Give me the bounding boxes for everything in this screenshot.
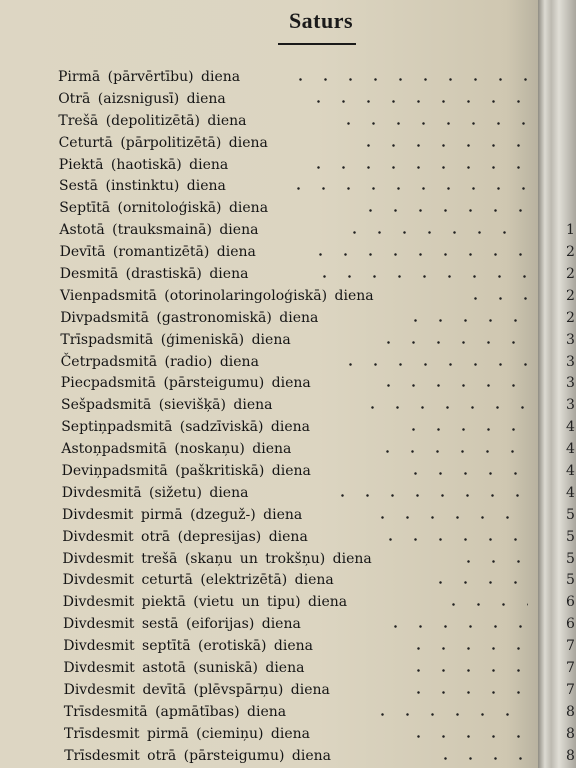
dot-leader xyxy=(406,647,528,650)
toc-entry-title: Divdesmit otrā (depresijas) diena xyxy=(62,528,308,545)
toc-entry-title: Trīsdesmitā (apmātības) diena xyxy=(63,703,287,720)
toc-entry-title: Deviņpadsmitā (paškritiskā) diena xyxy=(61,463,311,480)
dot-leader xyxy=(403,472,528,475)
toc-entry-title: Sestā (instinktu) diena xyxy=(59,178,226,195)
toc-entry[interactable] xyxy=(58,198,576,220)
toc-page-number: 6 xyxy=(566,594,575,611)
toc-entry[interactable] xyxy=(58,680,576,702)
toc-entry[interactable] xyxy=(58,592,576,614)
toc-page-number: 2 xyxy=(566,266,575,283)
toc-entry-title: Divdesmit sestā (eiforijas) diena xyxy=(63,616,301,633)
toc-entry[interactable] xyxy=(58,155,576,177)
toc-entry-title: Piektā (haotiskā) diena xyxy=(58,156,229,173)
toc-page-number: 4 xyxy=(566,463,575,480)
toc-entry-title: Divdesmit trešā (skaņu un trokšņu) diena xyxy=(62,550,372,567)
dot-leader xyxy=(376,384,528,387)
toc-page-number: 2 xyxy=(566,244,575,261)
toc-entry-title: Septītā (ornitoloģiskā) diena xyxy=(59,200,269,217)
toc-page-number: 7 xyxy=(566,660,575,677)
toc-entry-title: Divdesmit astotā (suniskā) diena xyxy=(63,660,305,677)
dot-leader xyxy=(403,319,528,322)
dot-leader xyxy=(370,713,528,716)
toc-entry-title: Ceturtā (pārpolitizētā) diena xyxy=(58,134,268,151)
dot-leader xyxy=(406,669,528,672)
toc-entry[interactable] xyxy=(58,505,576,527)
toc-entry-title: Divdesmit piektā (vietu un tipu) diena xyxy=(62,594,348,611)
toc-entry[interactable] xyxy=(58,395,576,417)
toc-entry[interactable] xyxy=(58,549,576,571)
toc-entry[interactable] xyxy=(58,724,576,746)
dot-leader xyxy=(338,363,528,366)
toc-entry[interactable] xyxy=(58,636,576,658)
toc-page-number: 4 xyxy=(566,484,575,501)
toc-entry[interactable] xyxy=(58,176,576,198)
toc-entry-title: Trešā (depolitizētā) diena xyxy=(58,112,247,129)
toc-page-number: 8 xyxy=(566,747,575,764)
toc-entry[interactable] xyxy=(58,373,576,395)
dot-leader xyxy=(308,253,528,256)
toc-page-number: 5 xyxy=(566,550,575,567)
dot-leader xyxy=(456,560,528,563)
dot-leader xyxy=(360,406,528,409)
toc-entry[interactable] xyxy=(58,746,576,768)
dot-leader xyxy=(342,231,528,234)
toc-page-number: 3 xyxy=(566,331,575,348)
dot-leader xyxy=(401,428,528,431)
toc-entry[interactable] xyxy=(58,352,576,374)
toc-entry-title: Divdesmit devītā (plēvspārņu) diena xyxy=(63,681,330,698)
toc-page-number: 1 xyxy=(566,222,575,239)
dot-leader xyxy=(375,450,528,453)
toc-page-number: 7 xyxy=(566,638,575,655)
toc-entry-title: Divdesmit septītā (erotiskā) diena xyxy=(63,638,314,655)
toc-page-number: 3 xyxy=(566,353,575,370)
dot-leader xyxy=(406,691,528,694)
dot-leader xyxy=(441,603,528,606)
contents-heading: Saturs xyxy=(288,8,354,33)
toc-entry-title: Otrā (aizsnigusī) diena xyxy=(58,90,226,107)
toc-page-number: 5 xyxy=(566,572,575,589)
toc-page-number: 5 xyxy=(566,506,575,523)
dot-leader xyxy=(433,757,528,760)
toc-page-number: 7 xyxy=(566,681,575,698)
toc-page-number: 8 xyxy=(566,725,575,742)
toc-entry-title: Divdesmit ceturtā (elektrizētā) diena xyxy=(62,572,334,589)
toc-entry[interactable] xyxy=(58,570,576,592)
dot-leader xyxy=(428,581,528,584)
toc-entry[interactable] xyxy=(58,614,576,636)
toc-entry[interactable] xyxy=(58,286,576,308)
toc-entry[interactable] xyxy=(58,308,576,330)
toc-entry-title: Sešpadsmitā (sievišķā) diena xyxy=(61,397,273,414)
toc-entry-title: Divdesmitā (sižetu) diena xyxy=(61,484,249,501)
toc-entry-title: Devītā (romantizētā) diena xyxy=(59,244,256,261)
toc-entry-title: Četrpadsmitā (radio) diena xyxy=(60,353,259,370)
toc-entry-title: Astoņpadsmitā (noskaņu) diena xyxy=(61,441,292,458)
toc-page-number: 2 xyxy=(566,309,575,326)
dot-leader xyxy=(306,166,528,169)
dot-leader xyxy=(312,275,528,278)
toc-entry[interactable] xyxy=(58,417,576,439)
toc-entry[interactable] xyxy=(58,527,576,549)
table-of-contents xyxy=(58,67,576,768)
dot-leader xyxy=(288,78,528,81)
toc-entry-title: Trīspadsmitā (ģimeniskā) diena xyxy=(60,331,291,348)
dot-leader xyxy=(358,209,528,212)
toc-entry[interactable] xyxy=(58,67,576,89)
toc-entry[interactable] xyxy=(58,439,576,461)
toc-entry[interactable] xyxy=(58,111,576,133)
dot-leader xyxy=(406,735,528,738)
toc-page-number: 5 xyxy=(566,528,575,545)
dot-leader xyxy=(306,100,528,103)
toc-entry-title: Trīsdesmit pirmā (ciemiņu) diena xyxy=(64,725,311,742)
toc-entry[interactable] xyxy=(58,264,576,286)
toc-page-number: 8 xyxy=(566,703,575,720)
toc-entry[interactable] xyxy=(58,461,576,483)
toc-page-number: 4 xyxy=(566,419,575,436)
toc-entry-title: Desmitā (drastiskā) diena xyxy=(59,266,249,283)
dot-leader xyxy=(286,187,528,190)
toc-entry[interactable] xyxy=(58,483,576,505)
toc-page-number: 3 xyxy=(566,375,575,392)
dot-leader xyxy=(376,341,528,344)
toc-page-number: 3 xyxy=(566,397,575,414)
toc-page-number: 2 xyxy=(566,287,575,304)
toc-entry-title: Divpadsmitā (gastronomiskā) diena xyxy=(60,309,319,326)
toc-entry[interactable] xyxy=(58,89,576,111)
toc-entry-title: Astotā (trauksmainā) diena xyxy=(59,222,259,239)
toc-entry[interactable] xyxy=(58,133,576,155)
dot-leader xyxy=(370,516,528,519)
heading-underline xyxy=(278,43,356,45)
dot-leader xyxy=(463,297,528,300)
toc-page-number: 6 xyxy=(566,616,575,633)
dot-leader xyxy=(330,494,528,497)
toc-entry-title: Trīsdesmit otrā (pārsteigumu) diena xyxy=(64,747,331,764)
toc-entry-title: Vienpadsmitā (otorinolaringoloģiskā) diena xyxy=(60,287,374,304)
toc-entry[interactable] xyxy=(58,658,576,680)
dot-leader xyxy=(378,538,528,541)
toc-page-number: 4 xyxy=(566,441,575,458)
toc-entry-title: Piecpadsmitā (pārsteigumu) diena xyxy=(60,375,311,392)
toc-entry[interactable] xyxy=(58,242,576,264)
toc-entry-title: Divdesmit pirmā (dzeguž-) diena xyxy=(62,506,303,523)
toc-entry[interactable] xyxy=(58,702,576,724)
dot-leader xyxy=(336,122,528,125)
toc-entry-title: Pirmā (pārvērtību) diena xyxy=(58,69,241,85)
toc-entry-title: Septiņpadsmitā (sadzīviskā) diena xyxy=(61,419,310,436)
dot-leader xyxy=(383,625,528,628)
dot-leader xyxy=(356,144,528,147)
toc-entry[interactable] xyxy=(58,330,576,352)
toc-entry[interactable] xyxy=(58,220,576,242)
